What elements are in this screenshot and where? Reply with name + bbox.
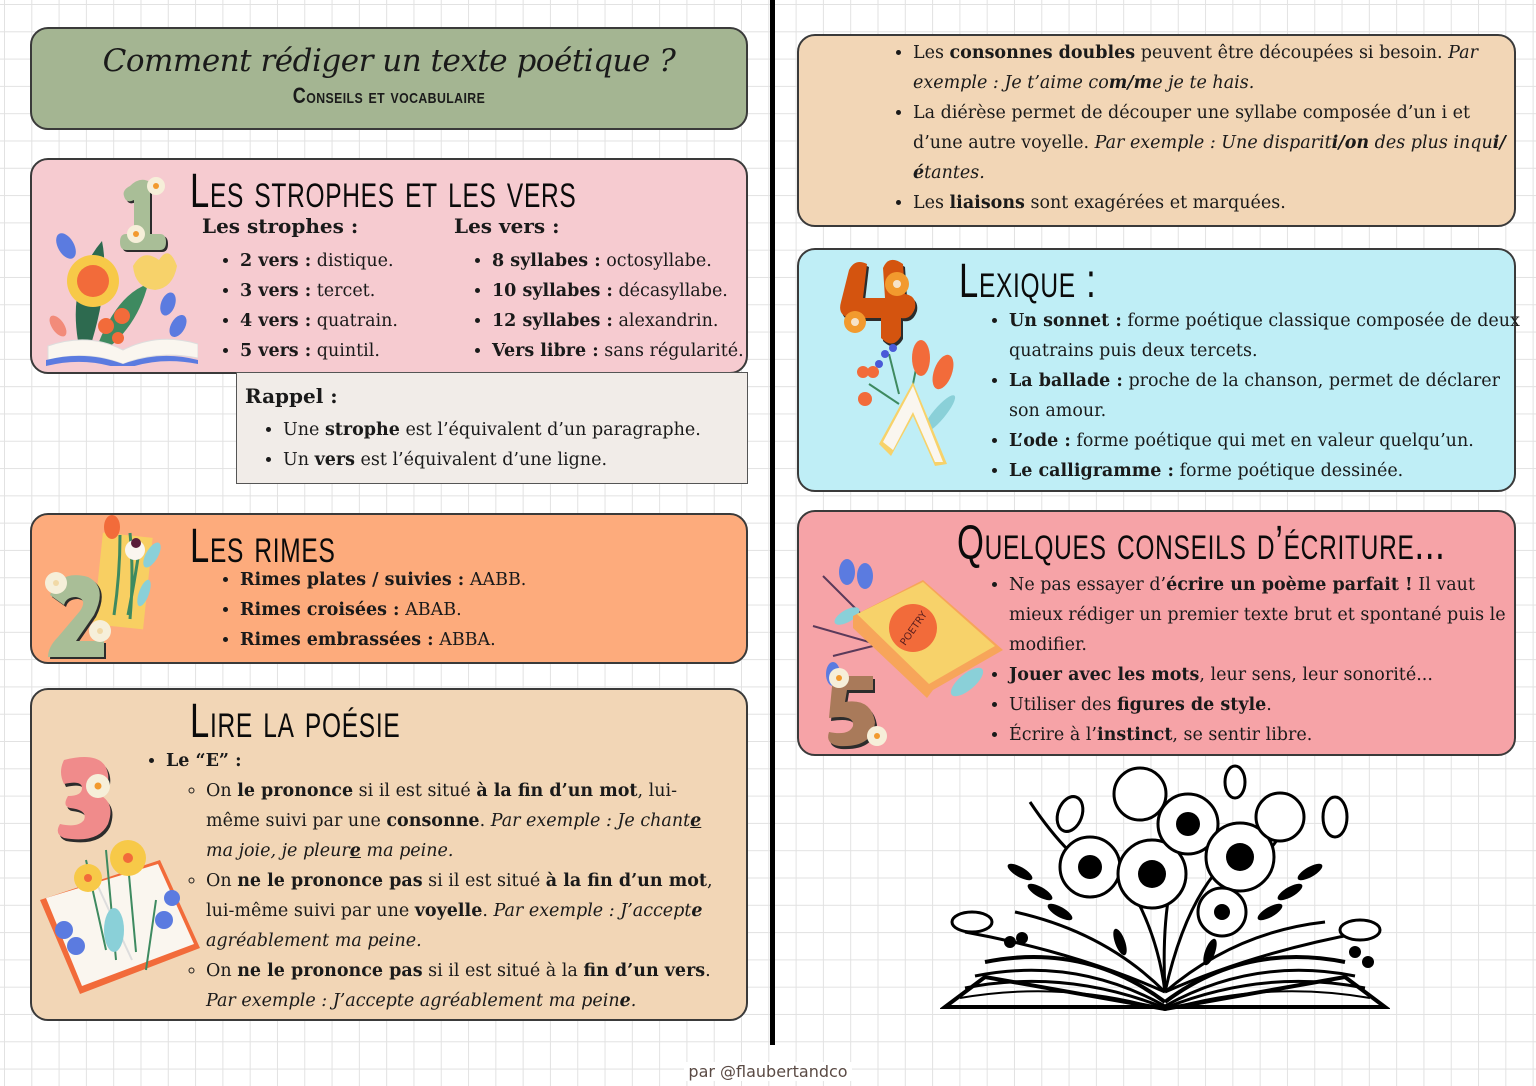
section-lire-poesie-continued bbox=[797, 34, 1516, 227]
vers-heading: Les vers : bbox=[454, 214, 560, 238]
e-rule-sublist bbox=[166, 776, 724, 1016]
list-item: ◦ On le prononce si il est situé à la fin d’un mot, lui-même suivi par une consonne. Par exemple : Je chante ma joie, je pleure ma peine. bbox=[206, 776, 724, 866]
list-item: • Une strophe est l’équivalent d’un paragraphe. bbox=[283, 415, 701, 445]
list-item: • Les consonnes doubles peuvent être découpées si besoin. Par exemple : Je t’aime com/me je te hais. bbox=[913, 38, 1513, 98]
section-conseils-ecriture bbox=[797, 510, 1516, 756]
strophes-list bbox=[202, 246, 398, 366]
vers-list bbox=[454, 246, 744, 366]
list-item: • Un sonnet : forme poétique classique composée de deux quatrains puis deux tercets. bbox=[1009, 306, 1529, 366]
poetry-book-illustration bbox=[803, 556, 1003, 752]
list-item: • Le calligramme : forme poétique dessinée. bbox=[1009, 456, 1529, 486]
section-title: Lire la poésie bbox=[190, 695, 401, 748]
list-item: • 4 vers : quatrain. bbox=[240, 306, 398, 336]
section-lire-poesie bbox=[30, 688, 748, 1021]
page-title: Comment rédiger un texte poétique ? bbox=[102, 43, 676, 79]
list-item: • La ballade : proche de la chanson, permet de déclarer son amour. bbox=[1009, 366, 1529, 426]
list-item: • Le “E” : ◦ On le prononce si il est situé à la fin d’un mot, lui-même suivi par une consonne. Par exemple : Je chante ma joie, je pleure ma peine. ◦ On ne le prononce pas si il est situé à la fin d’un mot, lui-même suivi par une voyelle. Par exemple : J’accepte agréablement ma peine. ◦ On ne le prononce pas si il est situé à la fin d’un vers. Par exemple : J’accepte agréablement ma peine. bbox=[166, 746, 724, 1016]
list-item: • Les liaisons sont exagérées et marquées. bbox=[913, 188, 1513, 218]
e-rule-block bbox=[144, 746, 724, 1016]
list-item: • 5 vers : quintil. bbox=[240, 336, 398, 366]
flower-book-illustration bbox=[38, 166, 198, 366]
reading-rules-list bbox=[891, 38, 1513, 218]
lexique-list bbox=[987, 306, 1529, 486]
strophes-column bbox=[202, 212, 398, 366]
section-title: Les rimes bbox=[190, 520, 336, 573]
section-strophes-vers bbox=[30, 158, 748, 374]
list-item: • 12 syllabes : alexandrin. bbox=[492, 306, 744, 336]
open-book-flowers-illustration bbox=[829, 254, 969, 484]
list-item: ◦ On ne le prononce pas si il est situé à la fin d’un mot, lui-même suivi par une voyelle. Par exemple : J’accepte agréablement ma peine. bbox=[206, 866, 724, 956]
list-item: • La diérèse permet de découper une syllabe composée d’un i et d’une autre voyelle. Par exemple : Une dispariti/on des plus inqui/étantes. bbox=[913, 98, 1513, 188]
e-rule-list bbox=[144, 746, 724, 1016]
poetry-label: POETRY bbox=[898, 609, 930, 648]
line-art-book-flowers bbox=[940, 762, 1390, 1017]
rappel-heading: Rappel : bbox=[245, 384, 338, 408]
section-title: Quelques conseils d’écriture... bbox=[957, 517, 1446, 570]
rappel-box bbox=[236, 372, 748, 484]
list-item: • Ne pas essayer d’écrire un poème parfait ! Il vaut mieux rédiger un premier texte brut et spontané puis le modifier. bbox=[1009, 570, 1529, 660]
list-item: • 8 syllabes : octosyllabe. bbox=[492, 246, 744, 276]
list-item: • Utiliser des figures de style. bbox=[1009, 690, 1529, 720]
section-rimes bbox=[30, 513, 748, 664]
list-item: • Rimes croisées : ABAB. bbox=[240, 595, 526, 625]
rappel-list bbox=[261, 415, 701, 475]
list-item: • L’ode : forme poétique qui met en valeur quelqu’un. bbox=[1009, 426, 1529, 456]
list-item: • Rimes embrassées : ABBA. bbox=[240, 625, 526, 655]
list-item: • Jouer avec les mots, leur sens, leur sonorité... bbox=[1009, 660, 1529, 690]
title-card bbox=[30, 27, 748, 130]
section-title: Les strophes et les vers bbox=[190, 165, 577, 218]
daisy-icon bbox=[147, 177, 165, 195]
list-item: • 3 vers : tercet. bbox=[240, 276, 398, 306]
list-item: ◦ On ne le prononce pas si il est situé à la fin d’un vers. Par exemple : J’accepte agréablement ma peine. bbox=[206, 956, 724, 1016]
section-title: Lexique : bbox=[959, 255, 1097, 308]
section-lexique bbox=[797, 248, 1520, 492]
column-divider bbox=[770, 0, 775, 1045]
vers-column bbox=[454, 212, 744, 366]
list-item: • Écrire à l’instinct, se sentir libre. bbox=[1009, 720, 1529, 750]
list-item: • Rimes plates / suivies : AABB. bbox=[240, 565, 526, 595]
strophes-heading: Les strophes : bbox=[202, 214, 359, 238]
list-item: • Un vers est l’équivalent d’une ligne. bbox=[283, 445, 701, 475]
footer-credit bbox=[0, 1062, 1536, 1081]
list-item: • 2 vers : distique. bbox=[240, 246, 398, 276]
list-item: • 10 syllabes : décasyllabe. bbox=[492, 276, 744, 306]
credit-text: par @flaubertandco bbox=[684, 1062, 851, 1081]
conseils-list bbox=[987, 570, 1529, 750]
page-subtitle: Conseils et vocabulaire bbox=[292, 83, 486, 108]
rimes-list bbox=[218, 565, 526, 655]
bouquet-illustration bbox=[40, 515, 190, 660]
list-item: • Vers libre : sans régularité. bbox=[492, 336, 744, 366]
